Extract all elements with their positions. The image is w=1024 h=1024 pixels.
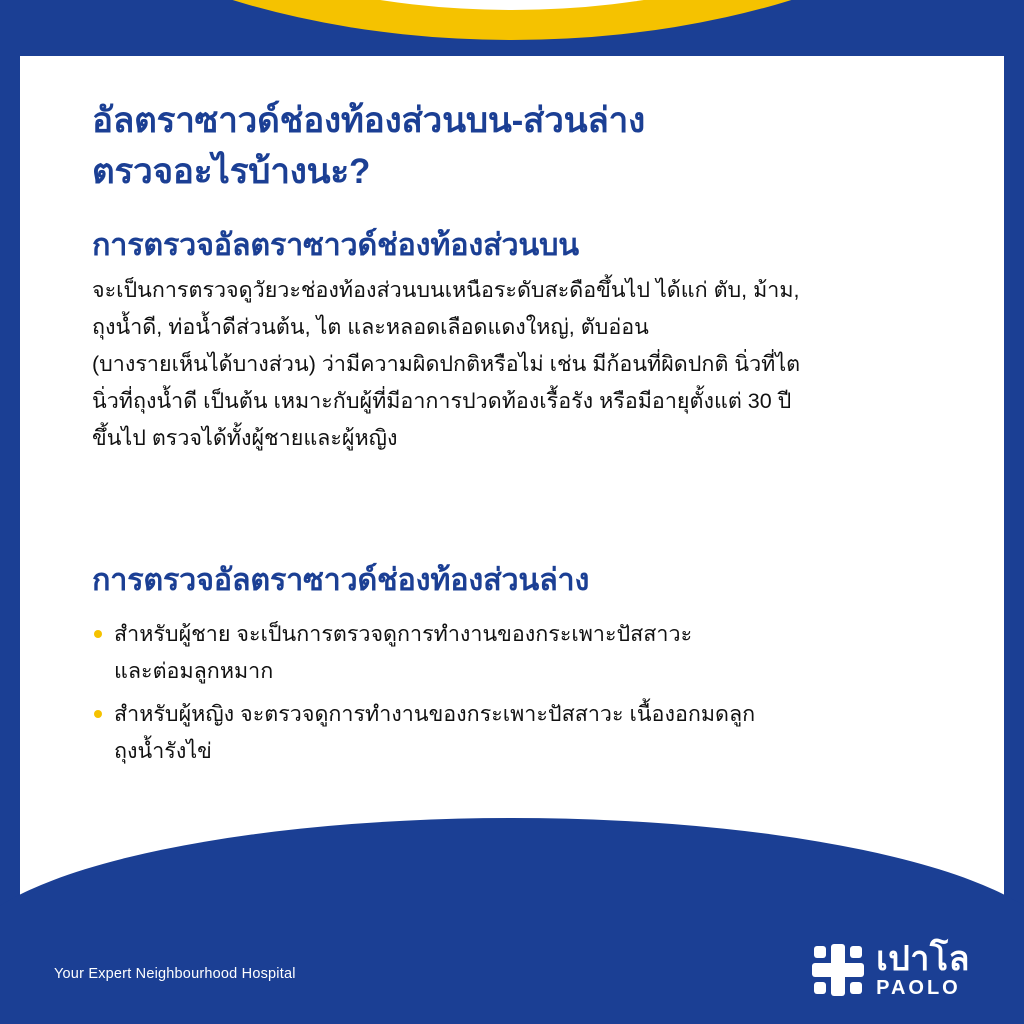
section-title-upper-abdomen: การตรวจอัลตราซาวด์ช่องท้องส่วนบน — [92, 227, 579, 262]
headline-line-2: ตรวจอะไรบ้างนะ? — [92, 151, 371, 191]
bullet-dot-icon — [94, 710, 102, 718]
cross-logo-icon — [812, 944, 864, 996]
brand-name-latin: PAOLO — [876, 977, 961, 999]
brand-name-thai: เปาโล — [876, 940, 970, 978]
top-decorative-band — [0, 0, 1024, 56]
page-title — [92, 96, 952, 198]
body-line: (บางรายเห็นได้บางส่วน) ว่ามีความผิดปกติหรือไม่ เช่น มีก้อนที่ผิดปกติ นิ่วที่ไต — [92, 352, 801, 377]
footer-tagline: Your Expert Neighbourhood Hospital — [54, 966, 296, 982]
brand-logo-text — [876, 942, 970, 998]
list-item-line: ถุงน้ำรังไข่ — [114, 738, 212, 763]
content-area — [92, 96, 952, 780]
body-line: ถุงน้ำดี, ท่อน้ำดีส่วนต้น, ไต และหลอดเลือดแดงใหญ่, ตับอ่อน — [92, 315, 649, 340]
list-item-line: และต่อมลูกหมาก — [114, 658, 274, 683]
headline-line-1: อัลตราซาวด์ช่องท้องส่วนบน-ส่วนล่าง — [92, 101, 645, 140]
list-item-line: สำหรับผู้ชาย จะเป็นการตรวจดูการทำงานของกระเพาะปัสสาวะ — [114, 621, 693, 646]
list-item-line: สำหรับผู้หญิง จะตรวจดูการทำงานของกระเพาะปัสสาวะ เนื้องอกมดลูก — [114, 701, 756, 726]
section-upper-abdomen — [92, 224, 952, 458]
body-line: จะเป็นการตรวจดูวัยวะช่องท้องส่วนบนเหนือระดับสะดือขึ้นไป ได้แก่ ตับ, ม้าม, — [92, 278, 800, 303]
section-title-lower-abdomen: การตรวจอัลตราซาวด์ช่องท้องส่วนล่าง — [92, 563, 590, 598]
list-item — [92, 616, 952, 690]
section-spacer — [92, 467, 952, 559]
bullet-dot-icon — [94, 630, 102, 638]
brand-logo — [812, 942, 970, 998]
body-line: นิ่วที่ถุงน้ำดี เป็นต้น เหมาะกับผู้ที่มีอาการปวดท้องเรื้อรัง หรือมีอายุตั้งแต่ 30 ปี — [92, 389, 792, 414]
section-lower-abdomen — [92, 559, 952, 770]
footer — [0, 864, 1024, 1024]
body-line: ขึ้นไป ตรวจได้ทั้งผู้ชายและผู้หญิง — [92, 426, 398, 451]
list-item — [92, 696, 952, 770]
lower-abdomen-bullet-list — [92, 616, 952, 770]
section-body-upper-abdomen — [92, 272, 952, 457]
footer-curve-shape — [0, 818, 1024, 958]
